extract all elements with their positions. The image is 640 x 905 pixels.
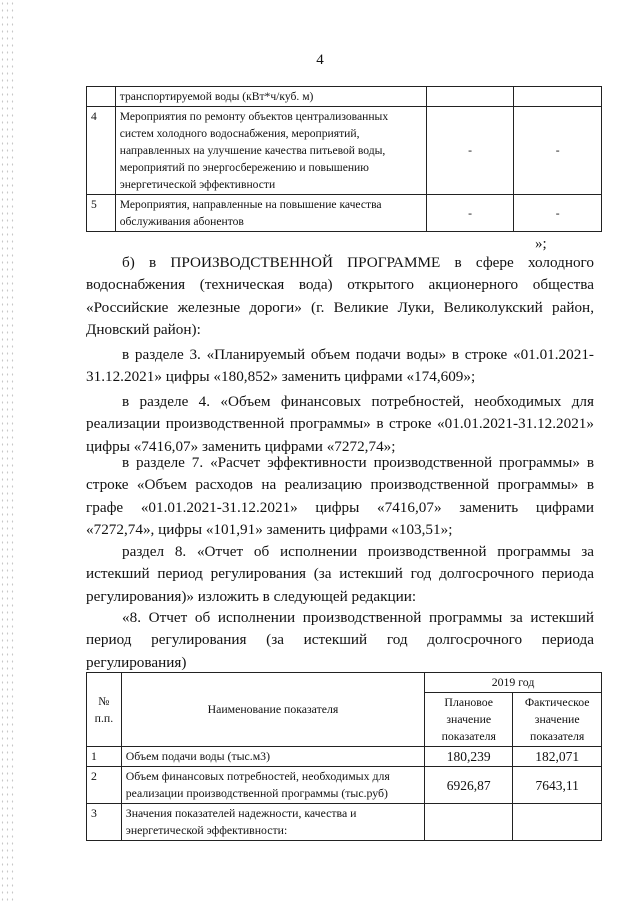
- header-year: 2019 год: [425, 673, 602, 693]
- row-number: 4: [87, 107, 116, 195]
- row-name: Значения показателей надежности, качества и энергетической эффективности:: [121, 804, 424, 841]
- row-number: 3: [87, 804, 122, 841]
- header-fact: Фактическое значение показателя: [513, 693, 602, 747]
- row-fact-value: [514, 87, 602, 107]
- paragraph-section-7: в разделе 7. «Расчет эффективности производственной программы» в строке «Объем расходов на реализацию производственной программы» в графе «01.01.2021-31.12.2021» цифры «7416,07» заменить цифрами «7272,74», цифры «101,91» заменить цифрами «103,51»;: [86, 454, 594, 539]
- paragraph-section-8-title: «8. Отчет об исполнении производственной программы за истекший период регулирования (за истекший год долгосрочного периода регулирования): [86, 609, 594, 671]
- row-number: [87, 87, 116, 107]
- row-fact-value: 7643,11: [513, 767, 602, 804]
- page-number: 4: [316, 52, 324, 68]
- paragraph-section-3: в разделе 3. «Планируемый объем подачи воды» в строке «01.01.2021-31.12.2021» цифры «180,852» заменить цифрами «174,609»;: [86, 346, 594, 386]
- row-fact-value: [513, 804, 602, 841]
- row-plan-value: 180,239: [425, 747, 513, 767]
- table-row: [87, 747, 602, 767]
- row-name: Объем финансовых потребностей, необходимых для реализации производственной программы (тыс.руб): [121, 767, 424, 804]
- table-row: [87, 87, 602, 107]
- row-name: Мероприятия по ремонту объектов централизованных систем холодного водоснабжения, мероприятий, направленных на улучшение качества питьевой воды, мероприятий по энергосбережению и повышению энергетической эффективности: [115, 107, 426, 195]
- table-report: [86, 672, 602, 841]
- paragraph-section-8: раздел 8. «Отчет об исполнении производственной программы за истекший период регулирования (за истекший год долгосрочного периода регулирования)» изложить в следующей редакции:: [86, 543, 594, 605]
- table-upper: [86, 86, 602, 232]
- row-plan-value: -: [426, 107, 514, 195]
- header-number: № п.п.: [87, 673, 122, 747]
- row-fact-value: 182,071: [513, 747, 602, 767]
- table-row: [87, 804, 602, 841]
- row-fact-value: -: [514, 195, 602, 232]
- scan-margin-artifact: [0, 0, 14, 905]
- row-number: 5: [87, 195, 116, 232]
- row-name: транспортируемой воды (кВт*ч/куб. м): [115, 87, 426, 107]
- table-row: [87, 107, 602, 195]
- paragraph-b: б) в ПРОИЗВОДСТВЕННОЙ ПРОГРАММЕ в сфере холодного водоснабжения (техническая вода) открытого акционерного общества «Российские железные дороги» (г. Великие Луки, Великолукский район, Дновский район):: [86, 254, 594, 339]
- table-row: [87, 767, 602, 804]
- table-header-row: [87, 673, 602, 693]
- row-number: 2: [87, 767, 122, 804]
- row-name: Мероприятия, направленные на повышение качества обслуживания абонентов: [115, 195, 426, 232]
- header-name: Наименование показателя: [121, 673, 424, 747]
- row-name: Объем подачи воды (тыс.м3): [121, 747, 424, 767]
- row-number: 1: [87, 747, 122, 767]
- row-plan-value: [425, 804, 513, 841]
- quote-closing: »;: [535, 236, 547, 252]
- row-plan-value: -: [426, 195, 514, 232]
- row-plan-value: [426, 87, 514, 107]
- row-plan-value: 6926,87: [425, 767, 513, 804]
- table-row: [87, 195, 602, 232]
- row-fact-value: -: [514, 107, 602, 195]
- paragraph-section-4: в разделе 4. «Объем финансовых потребностей, необходимых для реализации производственной программы» в строке «01.01.2021-31.12.2021» цифры «7416,07» заменить цифрами «7272,74»;: [86, 393, 594, 455]
- header-plan: Плановое значение показателя: [425, 693, 513, 747]
